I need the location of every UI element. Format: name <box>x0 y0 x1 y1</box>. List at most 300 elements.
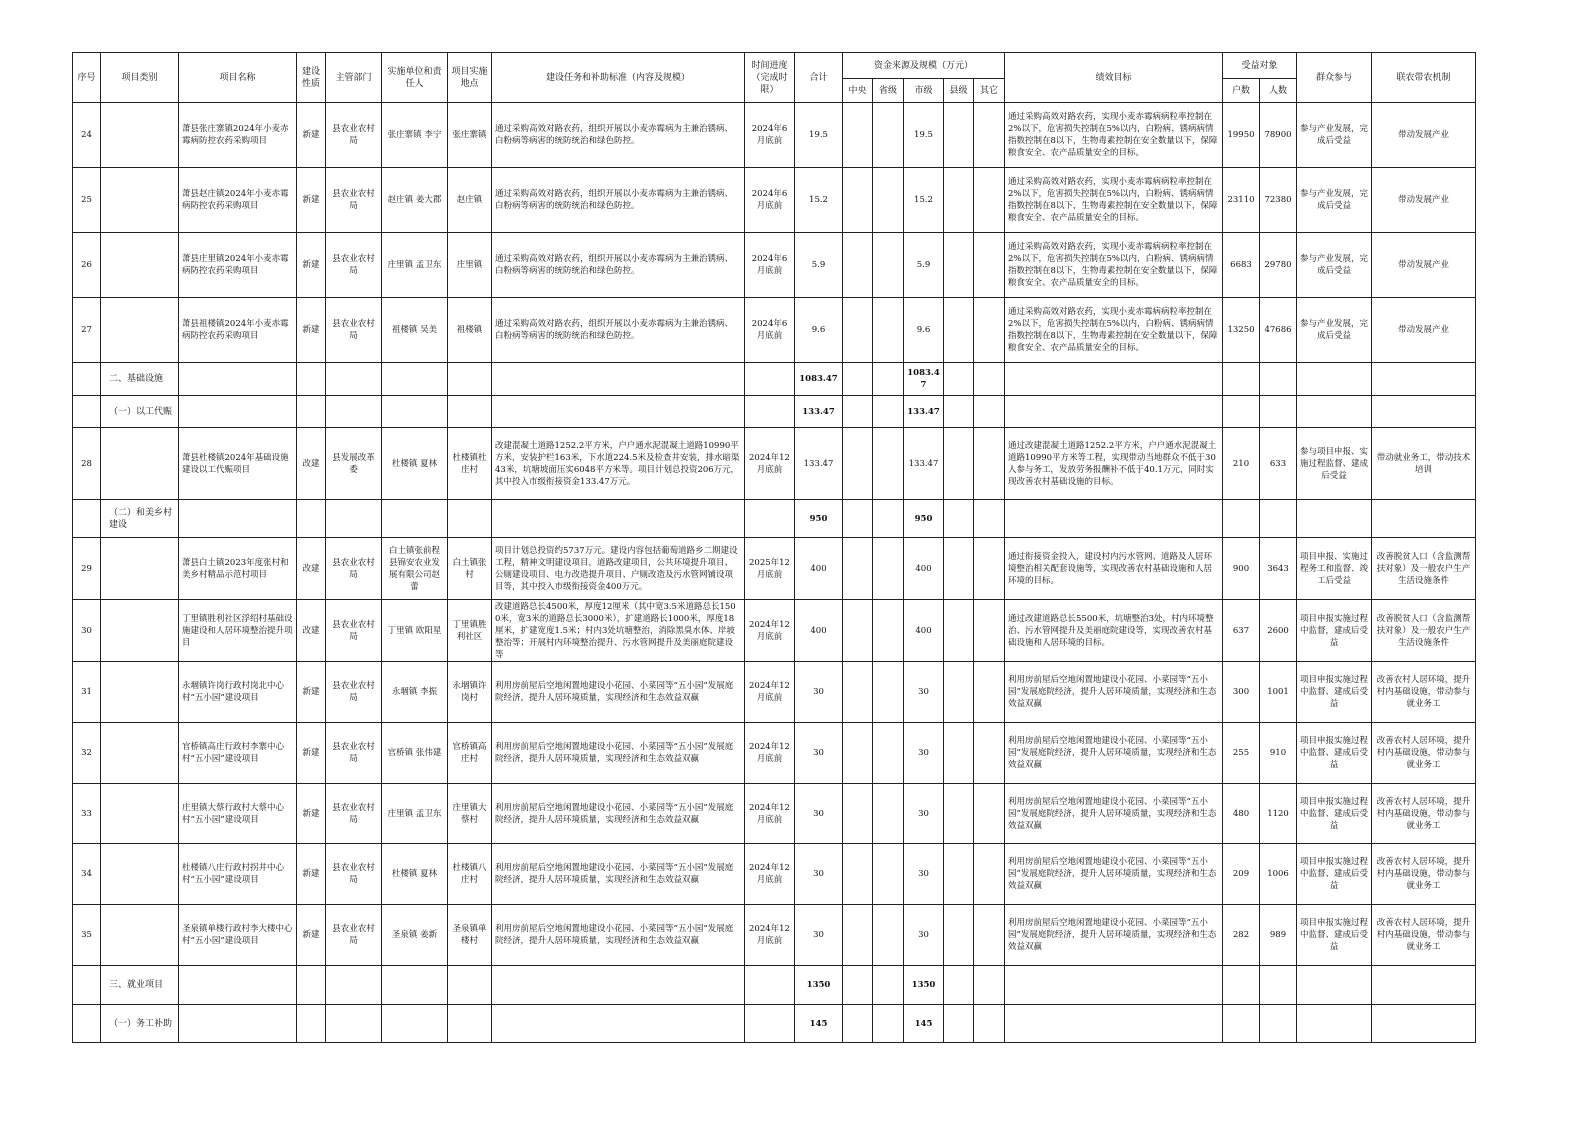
cell-households: 209 <box>1223 844 1260 905</box>
cell-schedule: 2024年12月底前 <box>745 723 795 784</box>
cell-unit: 丁里镇 欧阳星 <box>382 600 448 662</box>
cell-other <box>974 233 1005 298</box>
cell-provincial <box>873 103 904 168</box>
table-row <box>73 905 1476 966</box>
cell-other <box>974 662 1005 723</box>
cell-empty <box>448 396 492 428</box>
cell-provincial <box>873 600 904 662</box>
cell-provincial <box>873 363 904 396</box>
header-participation: 群众参与 <box>1297 53 1372 103</box>
cell-provincial <box>873 662 904 723</box>
cell-unit: 杜楼镇 夏林 <box>382 428 448 500</box>
table-row <box>73 844 1476 905</box>
cell-persons: 2600 <box>1260 600 1297 662</box>
cell-households: 480 <box>1223 784 1260 844</box>
cell-task: 改建混凝土道路1252.2平方米，户户通水泥混凝土道路10990平方米，安装护栏163米，下水道224.5米及检查井安装，排水暗渠43米，坑塘坡面压实6048平方米等。项目计划总投资206万元，其中投入市级衔接资金133.47万元。 <box>492 428 745 500</box>
cell-total: 950 <box>795 500 843 538</box>
cell-category <box>101 905 179 966</box>
cell-task: 通过采购高效对路农药，组织开展以小麦赤霉病为主兼治锈病、白粉病等病害的统防统治和绿色防控。 <box>492 298 745 363</box>
cell-empty <box>1372 363 1476 396</box>
cell-households: 900 <box>1223 538 1260 600</box>
cell-municipal: 133.47 <box>904 396 944 428</box>
cell-central <box>843 844 873 905</box>
header-nature: 建设性质 <box>297 53 326 103</box>
cell-households: 300 <box>1223 662 1260 723</box>
cell-dept: 县农业农村局 <box>326 233 382 298</box>
cell-seq <box>73 1005 101 1043</box>
cell-task: 通过采购高效对路农药，组织开展以小麦赤霉病为主兼治锈病、白粉病等病害的统防统治和绿色防控。 <box>492 233 745 298</box>
cell-municipal: 19.5 <box>904 103 944 168</box>
cell-central <box>843 396 873 428</box>
cell-central <box>843 1005 873 1043</box>
cell-persons: 989 <box>1260 905 1297 966</box>
cell-dept: 县农业农村局 <box>326 168 382 233</box>
cell-nature: 新建 <box>297 784 326 844</box>
cell-participation: 项目申报实施过程中监督、建成后受益 <box>1297 844 1372 905</box>
cell-empty <box>382 363 448 396</box>
cell-task: 改建道路总长4500米，厚度12厘米（其中宽3.5米道路总长1500米，宽3米的道路总长3000米），扩建道路长1000米，厚度18厘米，扩建宽度1.5米；村内3处坑塘整治，消除黑臭水体、岸坡整治等；开展村内环境整治提升、污水管网提升及美丽庭院建设等 <box>492 600 745 662</box>
cell-mechanism: 改善农村人居环境，提升村内基础设施，带动参与就业务工 <box>1372 844 1476 905</box>
cell-municipal: 1350 <box>904 966 944 1005</box>
cell-total: 5.9 <box>795 233 843 298</box>
cell-empty <box>1223 363 1260 396</box>
cell-households: 6683 <box>1223 233 1260 298</box>
cell-empty <box>1372 1005 1476 1043</box>
cell-seq: 25 <box>73 168 101 233</box>
section-row <box>73 396 1476 428</box>
cell-households: 13250 <box>1223 298 1260 363</box>
cell-unit: 祖楼镇 吴美 <box>382 298 448 363</box>
cell-central <box>843 723 873 784</box>
cell-other <box>974 600 1005 662</box>
cell-unit: 庄里镇 孟卫东 <box>382 233 448 298</box>
cell-category <box>101 662 179 723</box>
cell-municipal: 950 <box>904 500 944 538</box>
cell-seq <box>73 396 101 428</box>
cell-empty <box>1297 396 1372 428</box>
cell-goal: 利用房前屋后空地闲置地建设小花园、小菜园等“五小园”发展庭院经济，提升人居环境质量，实现经济和生态效益双赢 <box>1005 905 1223 966</box>
cell-location: 白土镇张村 <box>448 538 492 600</box>
section-label: 二、基础设施 <box>101 363 179 396</box>
cell-empty <box>382 396 448 428</box>
cell-dept: 县发展改革委 <box>326 428 382 500</box>
cell-empty <box>1005 966 1223 1005</box>
cell-participation: 项目申报实施过程中监督、建成后受益 <box>1297 905 1372 966</box>
cell-seq: 34 <box>73 844 101 905</box>
table-row <box>73 662 1476 723</box>
cell-central <box>843 966 873 1005</box>
cell-category <box>101 723 179 784</box>
cell-provincial <box>873 1005 904 1043</box>
cell-category <box>101 428 179 500</box>
header-name: 项目名称 <box>179 53 297 103</box>
header-municipal: 市级 <box>904 79 944 103</box>
cell-location: 永堌镇许岗村 <box>448 662 492 723</box>
cell-name: 萧县庄里镇2024年小麦赤霉病防控农药采购项目 <box>179 233 297 298</box>
cell-task: 通过采购高效对路农药，组织开展以小麦赤霉病为主兼治锈病、白粉病等病害的统防统治和绿色防控。 <box>492 168 745 233</box>
table-row <box>73 784 1476 844</box>
cell-municipal: 400 <box>904 538 944 600</box>
cell-empty <box>382 1005 448 1043</box>
cell-location: 张庄寨镇 <box>448 103 492 168</box>
cell-county <box>944 233 974 298</box>
cell-name: 丁里镇胜利社区浮绍村基础设施建设和人居环境整治提升项目 <box>179 600 297 662</box>
cell-unit: 赵庄镇 姜大郡 <box>382 168 448 233</box>
cell-county <box>944 723 974 784</box>
cell-goal: 通过采购高效对路农药，实现小麦赤霉病病粒率控制在2%以下，危害损失控制在5%以内，白粉病、锈病病情指数控制在8以下，生物毒素控制在安全数量以下，保障粮食安全、农产品质量安全的目标。 <box>1005 233 1223 298</box>
cell-central <box>843 168 873 233</box>
cell-seq: 33 <box>73 784 101 844</box>
cell-provincial <box>873 428 904 500</box>
cell-participation: 参与产业发展，完成后受益 <box>1297 233 1372 298</box>
table-row <box>73 233 1476 298</box>
cell-location: 圣泉镇单楼村 <box>448 905 492 966</box>
cell-nature: 改建 <box>297 600 326 662</box>
cell-nature: 新建 <box>297 168 326 233</box>
project-table <box>72 52 1476 1043</box>
cell-empty <box>179 363 297 396</box>
cell-location: 赵庄镇 <box>448 168 492 233</box>
cell-persons: 3643 <box>1260 538 1297 600</box>
cell-goal: 利用房前屋后空地闲置地建设小花园、小菜园等“五小园”发展庭院经济，提升人居环境质量，实现经济和生态效益双赢 <box>1005 662 1223 723</box>
cell-county <box>944 428 974 500</box>
cell-task: 利用房前屋后空地闲置地建设小花园、小菜园等“五小园”发展庭院经济，提升人居环境质量，实现经济和生态效益双赢 <box>492 662 745 723</box>
cell-persons: 633 <box>1260 428 1297 500</box>
cell-unit: 白土镇张前程 县锦安农业发展有限公司赵蕾 <box>382 538 448 600</box>
cell-persons: 72380 <box>1260 168 1297 233</box>
cell-participation: 项目申报实施过程中监督，建成后受益 <box>1297 600 1372 662</box>
cell-category <box>101 233 179 298</box>
cell-municipal: 30 <box>904 905 944 966</box>
cell-other <box>974 844 1005 905</box>
cell-name: 杜楼镇八庄行政村拐井中心村“五小园”建设项目 <box>179 844 297 905</box>
cell-nature: 新建 <box>297 905 326 966</box>
cell-other <box>974 905 1005 966</box>
cell-category <box>101 600 179 662</box>
cell-nature: 新建 <box>297 233 326 298</box>
cell-goal: 通过改建混凝土道路1252.2平方米，户户通水泥混凝土道路10990平方米等工程，实现带动当地群众不低于30人参与务工，发放劳务报酬补不低于40.1万元，同时实现改善农村基础设施的目标。 <box>1005 428 1223 500</box>
table-row <box>73 600 1476 662</box>
cell-empty <box>1005 396 1223 428</box>
cell-households: 637 <box>1223 600 1260 662</box>
cell-unit: 永堌镇 李振 <box>382 662 448 723</box>
cell-households: 255 <box>1223 723 1260 784</box>
cell-participation: 参与产业发展，完成后受益 <box>1297 298 1372 363</box>
header-schedule: 时间进度（完成时限） <box>745 53 795 103</box>
cell-unit: 杜楼镇 夏林 <box>382 844 448 905</box>
header-households: 户数 <box>1223 79 1260 103</box>
section-label: （一）务工补助 <box>101 1005 179 1043</box>
cell-county <box>944 538 974 600</box>
cell-households: 210 <box>1223 428 1260 500</box>
cell-empty <box>745 396 795 428</box>
cell-seq: 24 <box>73 103 101 168</box>
cell-total: 30 <box>795 662 843 723</box>
header-funds: 资金来源及规模（万元） <box>843 53 1005 79</box>
cell-participation: 项目申报、实施过程务工和监督、竣工后受益 <box>1297 538 1372 600</box>
cell-location: 丁里镇胜利社区 <box>448 600 492 662</box>
header-seq: 序号 <box>73 53 101 103</box>
cell-location: 官桥镇高庄村 <box>448 723 492 784</box>
cell-persons: 910 <box>1260 723 1297 784</box>
cell-mechanism: 带动发展产业 <box>1372 298 1476 363</box>
cell-empty <box>974 1005 1005 1043</box>
cell-county <box>944 662 974 723</box>
cell-seq <box>73 363 101 396</box>
cell-county <box>944 784 974 844</box>
header-county: 县级 <box>944 79 974 103</box>
cell-category <box>101 538 179 600</box>
cell-empty <box>974 966 1005 1005</box>
cell-county <box>944 298 974 363</box>
cell-dept: 县农业农村局 <box>326 844 382 905</box>
cell-empty <box>448 363 492 396</box>
cell-schedule: 2024年12月底前 <box>745 600 795 662</box>
section-row <box>73 363 1476 396</box>
header-goal: 绩效目标 <box>1005 53 1223 103</box>
cell-municipal: 15.2 <box>904 168 944 233</box>
cell-schedule: 2025年12月底前 <box>745 538 795 600</box>
cell-persons: 78900 <box>1260 103 1297 168</box>
cell-empty <box>974 363 1005 396</box>
cell-dept: 县农业农村局 <box>326 103 382 168</box>
cell-county <box>944 844 974 905</box>
cell-mechanism: 改善农村人居环境，提升村内基础设施，带动参与就业务工 <box>1372 662 1476 723</box>
cell-county <box>944 168 974 233</box>
cell-empty <box>297 396 326 428</box>
cell-nature: 新建 <box>297 298 326 363</box>
cell-participation: 参与产业发展，完成后受益 <box>1297 103 1372 168</box>
section-row <box>73 1005 1476 1043</box>
cell-schedule: 2024年12月底前 <box>745 784 795 844</box>
cell-central <box>843 428 873 500</box>
header-mechanism: 联农带农机制 <box>1372 53 1476 103</box>
cell-dept: 县农业农村局 <box>326 784 382 844</box>
header-provincial: 省级 <box>873 79 904 103</box>
table-row <box>73 538 1476 600</box>
cell-other <box>974 723 1005 784</box>
cell-dept: 县农业农村局 <box>326 723 382 784</box>
cell-empty <box>326 363 382 396</box>
section-label: 三、就业项目 <box>101 966 179 1005</box>
table-row <box>73 103 1476 168</box>
header-persons: 人数 <box>1260 79 1297 103</box>
cell-location: 庄里镇 <box>448 233 492 298</box>
cell-name: 萧县赵庄镇2024年小麦赤霉病防控农药采购项目 <box>179 168 297 233</box>
cell-mechanism: 带动发展产业 <box>1372 103 1476 168</box>
cell-persons: 1120 <box>1260 784 1297 844</box>
cell-provincial <box>873 168 904 233</box>
cell-empty <box>974 396 1005 428</box>
cell-empty <box>297 1005 326 1043</box>
cell-empty <box>179 396 297 428</box>
cell-mechanism: 改善脱贫人口（含监测帮扶对象）及一般农户生产生活设施条件 <box>1372 538 1476 600</box>
cell-provincial <box>873 784 904 844</box>
cell-central <box>843 233 873 298</box>
cell-empty <box>492 500 745 538</box>
header-task: 建设任务和补助标准（内容及规模） <box>492 53 745 103</box>
cell-seq: 28 <box>73 428 101 500</box>
cell-municipal: 30 <box>904 844 944 905</box>
cell-category <box>101 298 179 363</box>
cell-empty <box>448 1005 492 1043</box>
table-body <box>73 103 1476 1043</box>
cell-empty <box>1260 1005 1297 1043</box>
cell-total: 30 <box>795 784 843 844</box>
cell-unit: 官桥镇 张伟建 <box>382 723 448 784</box>
cell-task: 利用房前屋后空地闲置地建设小花园、小菜园等“五小园”发展庭院经济，提升人居环境质量，实现经济和生态效益双赢 <box>492 905 745 966</box>
cell-location: 杜楼镇八庄村 <box>448 844 492 905</box>
cell-provincial <box>873 966 904 1005</box>
cell-central <box>843 298 873 363</box>
cell-schedule: 2024年6月底前 <box>745 168 795 233</box>
cell-empty <box>1005 1005 1223 1043</box>
cell-county <box>944 905 974 966</box>
cell-category <box>101 844 179 905</box>
cell-mechanism: 改善脱贫人口（含监测帮扶对象）及一般农户生产生活设施条件 <box>1372 600 1476 662</box>
cell-empty <box>1260 396 1297 428</box>
cell-households: 23110 <box>1223 168 1260 233</box>
cell-name: 官桥镇高庄行政村李寨中心村“五小园”建设项目 <box>179 723 297 784</box>
table-row <box>73 428 1476 500</box>
cell-municipal: 1083.47 <box>904 363 944 396</box>
cell-task: 利用房前屋后空地闲置地建设小花园、小菜园等“五小园”发展庭院经济，提升人居环境质量，实现经济和生态效益双赢 <box>492 844 745 905</box>
cell-goal: 通过采购高效对路农药，实现小麦赤霉病病粒率控制在2%以下，危害损失控制在5%以内，白粉病、锈病病情指数控制在8以下，生物毒素控制在安全数量以下，保障粮食安全、农产品质量安全的目标。 <box>1005 168 1223 233</box>
section-row <box>73 500 1476 538</box>
cell-mechanism: 带动就业务工，带动技术培训 <box>1372 428 1476 500</box>
cell-empty <box>745 966 795 1005</box>
cell-goal: 通过采购高效对路农药，实现小麦赤霉病病粒率控制在2%以下，危害损失控制在5%以内，白粉病、锈病病情指数控制在8以下，生物毒素控制在安全数量以下，保障粮食安全、农产品质量安全的目标。 <box>1005 103 1223 168</box>
cell-central <box>843 784 873 844</box>
cell-empty <box>326 1005 382 1043</box>
cell-schedule: 2024年6月底前 <box>745 103 795 168</box>
cell-empty <box>1005 500 1223 538</box>
cell-name: 永堌镇许岗行政村岗北中心村“五小园”建设项目 <box>179 662 297 723</box>
cell-task: 利用房前屋后空地闲置地建设小花园、小菜园等“五小园”发展庭院经济，提升人居环境质量，实现经济和生态效益双赢 <box>492 723 745 784</box>
cell-goal: 利用房前屋后空地闲置地建设小花园、小菜园等“五小园”发展庭院经济，提升人居环境质量，实现经济和生态效益双赢 <box>1005 723 1223 784</box>
cell-goal: 通过衔接资金投入，建设村内污水管网、道路及人居环境整治相关配套设施等，实现改善农村基础设施和人居环境的目标。 <box>1005 538 1223 600</box>
cell-empty <box>492 363 745 396</box>
cell-empty <box>1372 966 1476 1005</box>
cell-schedule: 2024年12月底前 <box>745 662 795 723</box>
cell-persons: 1001 <box>1260 662 1297 723</box>
cell-empty <box>1005 363 1223 396</box>
cell-provincial <box>873 396 904 428</box>
cell-persons: 29780 <box>1260 233 1297 298</box>
cell-provincial <box>873 723 904 784</box>
cell-empty <box>297 966 326 1005</box>
cell-empty <box>326 500 382 538</box>
cell-total: 400 <box>795 600 843 662</box>
cell-empty <box>179 966 297 1005</box>
cell-total: 15.2 <box>795 168 843 233</box>
cell-schedule: 2024年12月底前 <box>745 428 795 500</box>
cell-empty <box>382 966 448 1005</box>
cell-provincial <box>873 500 904 538</box>
cell-category <box>101 168 179 233</box>
cell-nature: 改建 <box>297 538 326 600</box>
cell-provincial <box>873 233 904 298</box>
cell-dept: 县农业农村局 <box>326 538 382 600</box>
cell-participation: 参与产业发展，完成后受益 <box>1297 168 1372 233</box>
cell-municipal: 9.6 <box>904 298 944 363</box>
header-unit: 实施单位和责任人 <box>382 53 448 103</box>
cell-municipal: 133.47 <box>904 428 944 500</box>
cell-goal: 通过改建道路总长5500米，坑塘整治3处，村内环境整治、污水管网提升及美丽庭院建设等，实现改善农村基础设施和人居环境的目标。 <box>1005 600 1223 662</box>
cell-municipal: 5.9 <box>904 233 944 298</box>
cell-other <box>974 103 1005 168</box>
cell-other <box>974 298 1005 363</box>
cell-empty <box>179 500 297 538</box>
cell-empty <box>1260 363 1297 396</box>
cell-category <box>101 784 179 844</box>
cell-name: 庄里镇大蔡行政村大蔡中心村“五小园”建设项目 <box>179 784 297 844</box>
cell-municipal: 145 <box>904 1005 944 1043</box>
cell-central <box>843 662 873 723</box>
cell-schedule: 2024年6月底前 <box>745 298 795 363</box>
table-row <box>73 723 1476 784</box>
cell-goal: 利用房前屋后空地闲置地建设小花园、小菜园等“五小园”发展庭院经济，提升人居环境质量，实现经济和生态效益双赢 <box>1005 784 1223 844</box>
cell-total: 400 <box>795 538 843 600</box>
cell-total: 133.47 <box>795 428 843 500</box>
cell-central <box>843 500 873 538</box>
cell-name: 萧县杜楼镇2024年基础设施建设以工代赈项目 <box>179 428 297 500</box>
cell-task: 利用房前屋后空地闲置地建设小花园、小菜园等“五小园”发展庭院经济，提升人居环境质量，实现经济和生态效益双赢 <box>492 784 745 844</box>
cell-task: 通过采购高效对路农药，组织开展以小麦赤霉病为主兼治锈病、白粉病等病害的统防统治和绿色防控。 <box>492 103 745 168</box>
cell-other <box>974 538 1005 600</box>
cell-total: 1083.47 <box>795 363 843 396</box>
cell-central <box>843 103 873 168</box>
cell-persons: 1006 <box>1260 844 1297 905</box>
cell-empty <box>1223 966 1260 1005</box>
cell-central <box>843 600 873 662</box>
cell-empty <box>1297 500 1372 538</box>
cell-seq: 26 <box>73 233 101 298</box>
cell-name: 萧县祖楼镇2024年小麦赤霉病防控农药采购项目 <box>179 298 297 363</box>
cell-empty <box>1223 500 1260 538</box>
section-row <box>73 966 1476 1005</box>
cell-central <box>843 363 873 396</box>
cell-empty <box>745 500 795 538</box>
cell-municipal: 30 <box>904 723 944 784</box>
cell-seq: 30 <box>73 600 101 662</box>
cell-category <box>101 103 179 168</box>
cell-total: 30 <box>795 723 843 784</box>
cell-empty <box>326 966 382 1005</box>
cell-seq <box>73 500 101 538</box>
cell-nature: 改建 <box>297 428 326 500</box>
cell-empty <box>297 500 326 538</box>
cell-nature: 新建 <box>297 844 326 905</box>
cell-participation: 项目申报实施过程中监督、建成后受益 <box>1297 784 1372 844</box>
cell-empty <box>1260 500 1297 538</box>
cell-total: 133.47 <box>795 396 843 428</box>
cell-provincial <box>873 298 904 363</box>
cell-empty <box>1260 966 1297 1005</box>
cell-central <box>843 905 873 966</box>
cell-empty <box>448 966 492 1005</box>
cell-mechanism: 改善农村人居环境，提升村内基础设施，带动参与就业务工 <box>1372 723 1476 784</box>
cell-location: 庄里镇大蔡村 <box>448 784 492 844</box>
cell-mechanism: 带动发展产业 <box>1372 233 1476 298</box>
cell-empty <box>944 1005 974 1043</box>
cell-total: 30 <box>795 905 843 966</box>
cell-dept: 县农业农村局 <box>326 600 382 662</box>
cell-total: 30 <box>795 844 843 905</box>
cell-goal: 利用房前屋后空地闲置地建设小花园、小菜园等“五小园”发展庭院经济，提升人居环境质量，实现经济和生态效益双赢 <box>1005 844 1223 905</box>
cell-empty <box>974 500 1005 538</box>
cell-location: 杜楼镇杜庄村 <box>448 428 492 500</box>
